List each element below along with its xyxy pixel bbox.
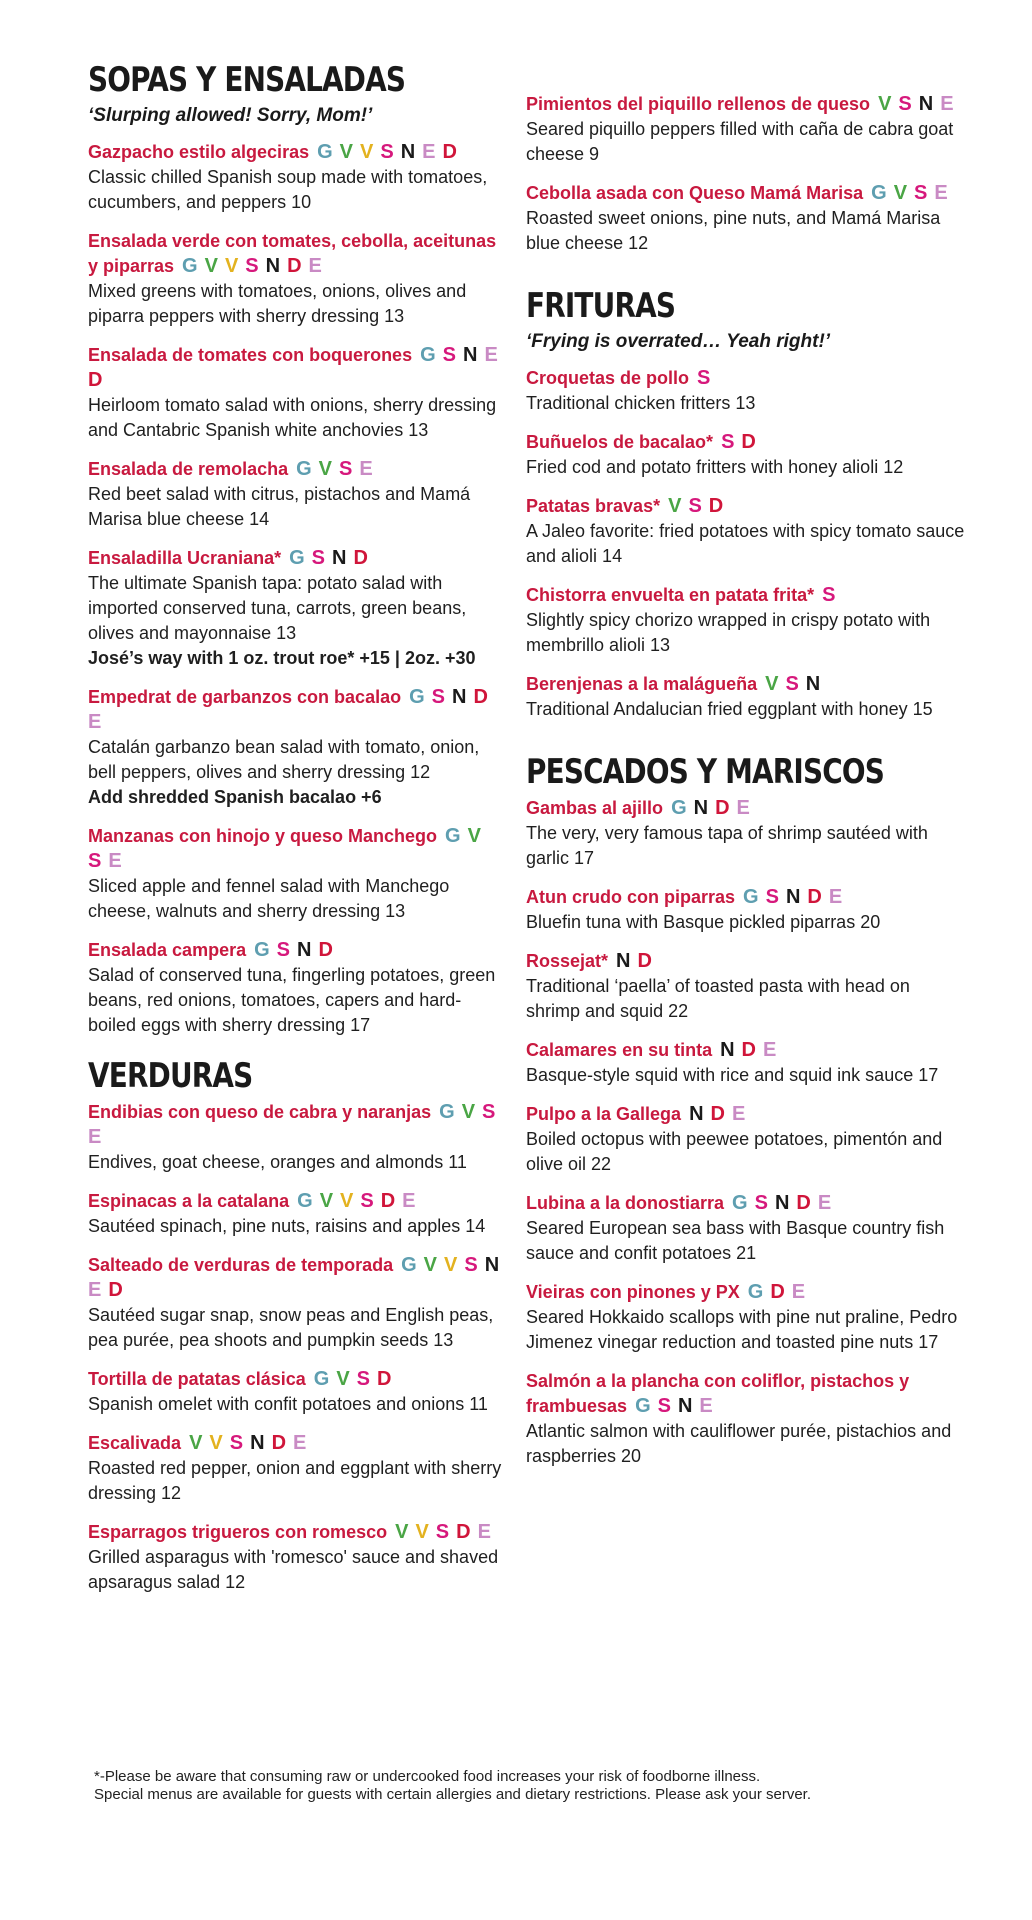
item-description: Seared European sea bass with Basque country fish sauce and confit potatoes 21	[526, 1218, 945, 1263]
dietary-tag-s: S	[898, 93, 913, 115]
dietary-tag-s: S	[88, 850, 103, 872]
dietary-tag-s: S	[754, 1192, 769, 1214]
item-name: Escalivada	[88, 1433, 182, 1453]
dietary-tag-s: S	[276, 939, 291, 961]
dietary-tag-e: E	[736, 797, 751, 819]
dietary-tag-e: E	[88, 1126, 103, 1148]
item-description: Roasted red pepper, onion and eggplant with sherry dressing 12	[88, 1458, 502, 1503]
item-addon: José’s way with 1 oz. trout roe* +15 | 2oz. +30	[88, 648, 476, 668]
dietary-tag-n: N	[918, 93, 935, 115]
dietary-tag-g: G	[297, 1190, 314, 1212]
dietary-tag-s: S	[356, 1368, 372, 1390]
menu-item	[88, 1100, 508, 1175]
menu-item	[88, 1367, 508, 1417]
dietary-tags	[748, 1281, 812, 1303]
section-title: FRITURAS	[526, 286, 676, 326]
menu-item	[88, 1189, 508, 1239]
dietary-tag-v: V	[319, 1190, 335, 1212]
item-name: Berenjenas a la malágueña	[526, 674, 758, 694]
dietary-tag-s: S	[245, 255, 260, 277]
item-name: Cebolla asada con Queso Mamá Marisa	[526, 183, 864, 203]
menu-item	[526, 672, 966, 722]
dietary-tag-s: S	[229, 1432, 245, 1454]
dietary-tag-v: V	[415, 1521, 430, 1543]
dietary-tag-s: S	[435, 1521, 451, 1543]
dietary-tag-v: V	[467, 825, 482, 847]
dietary-tag-e: E	[88, 1279, 103, 1301]
dietary-tag-s: S	[765, 886, 780, 908]
section-tagline: ‘Slurping allowed! Sorry, Mom!’	[88, 105, 373, 126]
dietary-tag-n: N	[250, 1432, 266, 1454]
dietary-tag-d: D	[796, 1192, 812, 1214]
item-name: Salteado de verduras de temporada	[88, 1255, 394, 1275]
item-name: Vieiras con pinones y PX	[526, 1282, 740, 1302]
item-name: Chistorra envuelta en patata frita*	[526, 585, 815, 605]
item-description: Boiled octopus with peewee potatoes, pimentón and olive oil 22	[526, 1129, 943, 1174]
dietary-tag-d: D	[88, 369, 104, 391]
footnote-line-1: *-Please be aware that consuming raw or undercooked food increases your risk of foodborne illness.	[94, 1768, 761, 1785]
dietary-tags	[297, 1190, 422, 1212]
dietary-tag-g: G	[743, 886, 760, 908]
dietary-tag-s: S	[482, 1101, 497, 1123]
menu-item	[526, 366, 966, 416]
item-name: Empedrat de garbanzos con bacalao	[88, 687, 402, 707]
dietary-tag-e: E	[484, 344, 499, 366]
dietary-tag-v: V	[360, 141, 375, 163]
menu-item	[526, 1191, 966, 1266]
dietary-tag-e: E	[791, 1281, 807, 1303]
dietary-tag-g: G	[671, 797, 688, 819]
dietary-tag-v: V	[878, 93, 893, 115]
dietary-tag-n: N	[774, 1192, 791, 1214]
item-description: Sliced apple and fennel salad with Manchego cheese, walnuts and sherry dressing 13	[88, 876, 450, 921]
dietary-tags	[182, 255, 329, 277]
dietary-tag-s: S	[721, 431, 736, 453]
menu-section	[526, 752, 966, 1469]
dietary-tag-s: S	[442, 344, 457, 366]
dietary-tag-g: G	[317, 141, 334, 163]
dietary-tag-d: D	[108, 1279, 124, 1301]
menu-item	[88, 685, 508, 810]
dietary-tags	[289, 547, 375, 569]
menu-item	[526, 1280, 966, 1355]
item-description: Heirloom tomato salad with onions, sherry dressing and Cantabric Spanish white anchovies 13	[88, 395, 497, 440]
menu-item	[526, 1369, 966, 1469]
dietary-tag-g: G	[420, 344, 437, 366]
item-name: Ensalada de tomates con boquerones	[88, 345, 413, 365]
dietary-tag-d: D	[770, 1281, 786, 1303]
dietary-tags	[721, 431, 763, 453]
item-description: The ultimate Spanish tapa: potato salad with imported conserved tuna, carrots, green beans, olives and mayonnaise 13	[88, 573, 467, 643]
menu-item	[88, 140, 508, 215]
menu-item	[88, 1253, 508, 1353]
dietary-tags	[732, 1192, 838, 1214]
dietary-tags	[254, 939, 340, 961]
dietary-tag-s: S	[657, 1395, 672, 1417]
dietary-tags	[395, 1521, 498, 1543]
dietary-tags	[697, 367, 717, 389]
dietary-tag-n: N	[484, 1254, 501, 1276]
dietary-tag-d: D	[715, 797, 731, 819]
dietary-tag-e: E	[293, 1432, 308, 1454]
dietary-tag-d: D	[708, 495, 725, 517]
menu-item	[526, 949, 966, 1024]
dietary-tag-v: V	[668, 495, 683, 517]
dietary-tag-d: D	[287, 255, 303, 277]
item-addon: Add shredded Spanish bacalao +6	[88, 787, 382, 807]
menu-item	[526, 885, 966, 935]
item-description: Red beet salad with citrus, pistachos and Mamá Marisa blue cheese 14	[88, 484, 471, 529]
dietary-tag-d: D	[442, 141, 458, 163]
item-description: The very, very famous tapa of shrimp sautéed with garlic 17	[526, 823, 928, 868]
footnote	[94, 1768, 994, 1804]
menu-section	[526, 286, 966, 722]
dietary-tags	[189, 1432, 313, 1454]
item-description: Sautéed spinach, pine nuts, raisins and apples 14	[88, 1216, 486, 1236]
dietary-tag-e: E	[108, 850, 123, 872]
dietary-tag-e: E	[88, 711, 103, 733]
dietary-tag-s: S	[464, 1254, 479, 1276]
item-name: Manzanas con hinojo y queso Manchego	[88, 826, 438, 846]
menu-item	[88, 824, 508, 924]
dietary-tag-v: V	[765, 673, 780, 695]
menu-item	[526, 92, 966, 167]
item-name: Lubina a la donostiarra	[526, 1193, 725, 1213]
menu-section	[88, 1056, 508, 1595]
dietary-tag-n: N	[452, 686, 468, 708]
right-column	[526, 92, 966, 1487]
item-description: Classic chilled Spanish soup made with tomatoes, cucumbers, and peppers 10	[88, 167, 488, 212]
dietary-tag-s: S	[785, 673, 800, 695]
dietary-tag-v: V	[336, 1368, 351, 1390]
item-name: Rossejat*	[526, 951, 609, 971]
menu-item	[526, 181, 966, 256]
item-name: Ensalada de remolacha	[88, 459, 289, 479]
item-name: Atun crudo con piparras	[526, 887, 736, 907]
dietary-tag-v: V	[224, 255, 240, 277]
section-title: PESCADOS Y MARISCOS	[526, 752, 885, 792]
dietary-tag-d: D	[741, 431, 757, 453]
dietary-tag-n: N	[297, 939, 313, 961]
item-name: Pulpo a la Gallega	[526, 1104, 682, 1124]
dietary-tag-g: G	[747, 1281, 765, 1303]
item-name: Calamares en su tinta	[526, 1040, 713, 1060]
dietary-tag-d: D	[377, 1368, 393, 1390]
item-description: Fried cod and potato fritters with honey alioli 12	[526, 457, 904, 477]
dietary-tag-e: E	[940, 93, 955, 115]
dietary-tag-e: E	[762, 1039, 778, 1061]
dietary-tag-d: D	[380, 1190, 397, 1212]
item-description: Traditional ‘paella’ of toasted pasta with head on shrimp and squid 22	[526, 976, 910, 1021]
dietary-tag-g: G	[401, 1254, 418, 1276]
dietary-tag-s: S	[914, 182, 929, 204]
menu-item	[526, 796, 966, 871]
dietary-tags	[822, 584, 842, 606]
dietary-tags	[314, 1368, 399, 1390]
dietary-tag-e: E	[699, 1395, 714, 1417]
item-name: Ensaladilla Ucraniana*	[88, 548, 282, 568]
dietary-tag-g: G	[289, 547, 306, 569]
left-column	[88, 60, 508, 1613]
item-description: Catalán garbanzo bean salad with tomato, onion, bell peppers, olives and sherry dressing 12	[88, 737, 480, 782]
item-description: Salad of conserved tuna, fingerling potatoes, green beans, red onions, tomatoes, capers and hard-boiled eggs with sherry dressing 17	[88, 965, 496, 1035]
menu-item	[88, 1520, 508, 1595]
dietary-tag-n: N	[332, 547, 348, 569]
dietary-tag-n: N	[785, 886, 802, 908]
dietary-tag-n: N	[463, 344, 479, 366]
item-description: Basque-style squid with rice and squid ink sauce 17	[526, 1065, 939, 1085]
menu-item	[526, 430, 966, 480]
item-name: Espinacas a la catalana	[88, 1191, 290, 1211]
item-name: Gazpacho estilo algeciras	[88, 142, 310, 162]
menu-section	[88, 60, 508, 1038]
dietary-tag-n: N	[693, 797, 710, 819]
menu-item	[88, 229, 508, 329]
item-description: Sautéed sugar snap, snow peas and English peas, pea purée, pea shoots and pumpkin seeds 13	[88, 1305, 494, 1350]
section-title: SOPAS Y ENSALADAS	[88, 60, 406, 100]
item-name: Gambas al ajillo	[526, 798, 664, 818]
dietary-tag-n: N	[720, 1039, 736, 1061]
menu-item	[88, 938, 508, 1038]
item-description: Traditional Andalucian fried eggplant with honey 15	[526, 699, 933, 719]
dietary-tags	[616, 950, 659, 972]
dietary-tag-n: N	[689, 1103, 705, 1125]
dietary-tag-g: G	[182, 255, 199, 277]
menu-section	[526, 92, 966, 256]
dietary-tag-v: V	[423, 1254, 439, 1276]
menu-item	[88, 457, 508, 532]
dietary-tag-g: G	[296, 458, 313, 480]
dietary-tag-s: S	[380, 141, 395, 163]
item-name: Ensalada verde con tomates, cebolla, aceitunas y piparras	[88, 231, 497, 276]
item-name: Endibias con queso de cabra y naranjas	[88, 1102, 432, 1122]
dietary-tag-v: V	[444, 1254, 459, 1276]
footnote-line-2: Special menus are available for guests with certain allergies and dietary restrictions. Please ask your server.	[94, 1786, 812, 1803]
item-name: Tortilla de patatas clásica	[88, 1369, 306, 1389]
dietary-tag-n: N	[677, 1395, 694, 1417]
menu-item	[88, 343, 508, 443]
dietary-tag-v: V	[340, 1190, 355, 1212]
menu-item	[526, 583, 966, 658]
dietary-tag-e: E	[422, 141, 437, 163]
dietary-tag-v: V	[204, 255, 219, 277]
section-tagline: ‘Frying is overrated… Yeah right!’	[526, 331, 831, 352]
item-name: Salmón a la plancha con coliflor, pistachos y frambuesas	[526, 1371, 910, 1416]
dietary-tags	[635, 1395, 720, 1417]
dietary-tag-s: S	[360, 1190, 375, 1212]
menu-item	[526, 1038, 966, 1088]
item-description: Seared piquillo peppers filled with caña de cabra goat cheese 9	[526, 119, 954, 164]
dietary-tag-g: G	[409, 686, 426, 708]
dietary-tag-s: S	[311, 547, 326, 569]
item-description: A Jaleo favorite: fried potatoes with spicy tomato sauce and alioli 14	[526, 521, 965, 566]
item-description: Endives, goat cheese, oranges and almonds 11	[88, 1152, 467, 1172]
item-description: Bluefin tuna with Basque pickled piparras 20	[526, 912, 881, 932]
menu-item	[88, 546, 508, 671]
dietary-tag-g: G	[635, 1395, 652, 1417]
dietary-tags	[671, 797, 757, 819]
dietary-tag-e: E	[402, 1190, 417, 1212]
item-description: Roasted sweet onions, pine nuts, and Mamá Marisa blue cheese 12	[526, 208, 941, 253]
dietary-tag-g: G	[732, 1192, 749, 1214]
item-name: Patatas bravas*	[526, 496, 661, 516]
dietary-tag-s: S	[697, 367, 712, 389]
dietary-tag-g: G	[313, 1368, 331, 1390]
dietary-tags	[878, 93, 960, 115]
dietary-tag-e: E	[477, 1521, 492, 1543]
dietary-tag-s: S	[822, 584, 837, 606]
item-description: Mixed greens with tomatoes, onions, olives and piparra peppers with sherry dressing 13	[88, 281, 467, 326]
dietary-tag-s: S	[431, 686, 446, 708]
item-description: Traditional chicken fritters 13	[526, 393, 756, 413]
dietary-tag-g: G	[254, 939, 271, 961]
dietary-tag-v: V	[209, 1432, 224, 1454]
dietary-tag-e: E	[359, 458, 374, 480]
item-description: Seared Hokkaido scallops with pine nut praline, Pedro Jimenez vinegar reduction and toasted pine nuts 17	[526, 1307, 958, 1352]
dietary-tag-e: E	[828, 886, 844, 908]
dietary-tag-n: N	[265, 255, 282, 277]
dietary-tags	[689, 1103, 752, 1125]
dietary-tag-d: D	[456, 1521, 472, 1543]
dietary-tag-s: S	[688, 495, 703, 517]
dietary-tag-n: N	[400, 141, 417, 163]
dietary-tags	[668, 495, 730, 517]
dietary-tag-g: G	[871, 182, 888, 204]
dietary-tag-d: D	[807, 886, 823, 908]
dietary-tags	[743, 886, 849, 908]
item-description: Slightly spicy chorizo wrapped in crispy potato with membrillo alioli 13	[526, 610, 931, 655]
dietary-tags	[765, 673, 827, 695]
dietary-tag-v: V	[395, 1521, 410, 1543]
dietary-tag-d: D	[741, 1039, 757, 1061]
dietary-tag-n: N	[805, 673, 822, 695]
dietary-tag-d: D	[318, 939, 334, 961]
menu-item	[526, 494, 966, 569]
dietary-tag-g: G	[445, 825, 462, 847]
dietary-tag-d: D	[637, 950, 653, 972]
dietary-tag-e: E	[817, 1192, 833, 1214]
dietary-tag-v: V	[461, 1101, 477, 1123]
dietary-tag-n: N	[616, 950, 632, 972]
dietary-tag-d: D	[353, 547, 369, 569]
dietary-tag-v: V	[893, 182, 909, 204]
dietary-tag-e: E	[934, 182, 949, 204]
item-name: Buñuelos de bacalao*	[526, 432, 714, 452]
dietary-tag-v: V	[318, 458, 333, 480]
dietary-tag-d: D	[473, 686, 489, 708]
dietary-tags	[317, 141, 464, 163]
item-description: Grilled asparagus with 'romesco' sauce and shaved apsaragus salad 12	[88, 1547, 499, 1592]
item-name: Pimientos del piquillo rellenos de queso	[526, 94, 871, 114]
dietary-tag-d: D	[710, 1103, 726, 1125]
dietary-tags	[296, 458, 380, 480]
dietary-tags	[871, 182, 955, 204]
dietary-tag-g: G	[439, 1101, 456, 1123]
menu-item	[88, 1431, 508, 1506]
item-description: Atlantic salmon with cauliflower purée, pistachios and raspberries 20	[526, 1421, 952, 1466]
dietary-tag-e: E	[308, 255, 323, 277]
item-description: Spanish omelet with confit potatoes and onions 11	[88, 1394, 488, 1414]
dietary-tag-d: D	[271, 1432, 288, 1454]
item-name: Ensalada campera	[88, 940, 247, 960]
dietary-tag-v: V	[339, 141, 354, 163]
dietary-tag-s: S	[339, 458, 354, 480]
dietary-tags	[720, 1039, 783, 1061]
menu-item	[526, 1102, 966, 1177]
dietary-tag-v: V	[189, 1432, 204, 1454]
item-name: Esparragos trigueros con romesco	[88, 1522, 388, 1542]
item-name: Croquetas de pollo	[526, 368, 690, 388]
section-title: VERDURAS	[88, 1056, 253, 1096]
dietary-tag-e: E	[731, 1103, 747, 1125]
